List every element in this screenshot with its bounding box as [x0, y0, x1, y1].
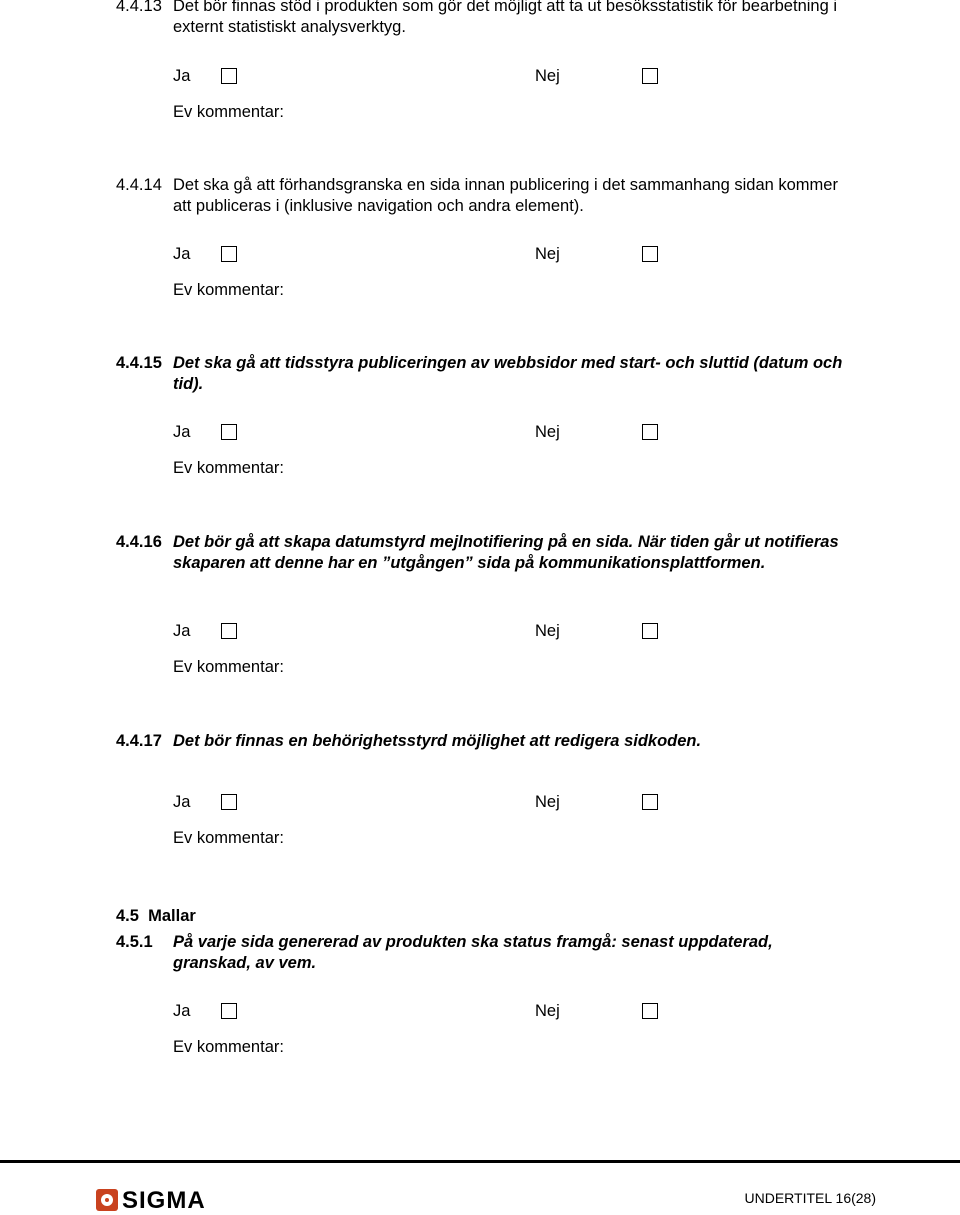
footer-divider [0, 1160, 960, 1163]
yes-label: Ja [173, 1002, 191, 1020]
answer-block [173, 622, 693, 682]
sigma-logo [96, 1189, 226, 1213]
no-checkbox[interactable] [642, 623, 658, 639]
item-number: 4.4.16 [116, 533, 162, 551]
yes-checkbox[interactable] [221, 424, 237, 440]
item-number: 4.4.15 [116, 354, 162, 372]
yes-label: Ja [173, 245, 191, 263]
no-label: Nej [535, 793, 560, 811]
answer-block [173, 1002, 693, 1062]
item-number: 4.4.13 [116, 0, 162, 15]
item-number: 4.5.1 [116, 933, 153, 951]
comment-label: Ev kommentar: [173, 103, 284, 121]
yes-label: Ja [173, 793, 191, 811]
item-text: På varje sida genererad av produkten ska status framgå: senast uppdaterad, granskad, av vem. [173, 933, 773, 972]
no-checkbox[interactable] [642, 68, 658, 84]
page-number: UNDERTITEL 16(28) [744, 1190, 876, 1206]
yes-label: Ja [173, 622, 191, 640]
comment-label: Ev kommentar: [173, 829, 284, 847]
item-text: Det bör finnas stöd i produkten som gör det möjligt att ta ut besöksstatistik för bearbetning i externt statistiskt analysverktyg. [173, 0, 838, 36]
no-label: Nej [535, 423, 560, 441]
answer-block [173, 245, 693, 305]
yes-checkbox[interactable] [221, 246, 237, 262]
yes-label: Ja [173, 423, 191, 441]
no-checkbox[interactable] [642, 1003, 658, 1019]
item-number: 4.4.14 [116, 176, 162, 194]
yes-checkbox[interactable] [221, 68, 237, 84]
no-label: Nej [535, 67, 560, 85]
answer-block [173, 67, 693, 127]
sigma-logo-icon [96, 1189, 118, 1211]
comment-label: Ev kommentar: [173, 1038, 284, 1056]
no-checkbox[interactable] [642, 794, 658, 810]
no-checkbox[interactable] [642, 246, 658, 262]
section-heading [116, 907, 196, 926]
yes-checkbox[interactable] [221, 1003, 237, 1019]
item-text: Det ska gå att tidsstyra publiceringen av webbsidor med start- och sluttid (datum och tid). [173, 354, 843, 393]
no-checkbox[interactable] [642, 424, 658, 440]
comment-label: Ev kommentar: [173, 459, 284, 477]
item-text: Det ska gå att förhandsgranska en sida innan publicering i det sammanhang sidan kommer att publiceras i (inklusive navigation och andra element). [173, 176, 838, 215]
yes-checkbox[interactable] [221, 623, 237, 639]
no-label: Nej [535, 1002, 560, 1020]
item-number: 4.4.17 [116, 732, 162, 750]
comment-label: Ev kommentar: [173, 281, 284, 299]
comment-label: Ev kommentar: [173, 658, 284, 676]
no-label: Nej [535, 622, 560, 640]
answer-block [173, 793, 693, 853]
yes-label: Ja [173, 67, 191, 85]
yes-checkbox[interactable] [221, 794, 237, 810]
item-text: Det bör finnas en behörighetsstyrd möjlighet att redigera sidkoden. [173, 732, 702, 750]
no-label: Nej [535, 245, 560, 263]
section-number: 4.5 [116, 907, 139, 925]
section-title: Mallar [148, 907, 196, 925]
answer-block [173, 423, 693, 483]
item-text: Det bör gå att skapa datumstyrd mejlnotifiering på en sida. När tiden går ut notifieras skaparen att denne har en ”utgången” sida på kommunikationsplattformen. [173, 533, 839, 572]
sigma-logo-text: SIGMA [122, 1187, 206, 1214]
